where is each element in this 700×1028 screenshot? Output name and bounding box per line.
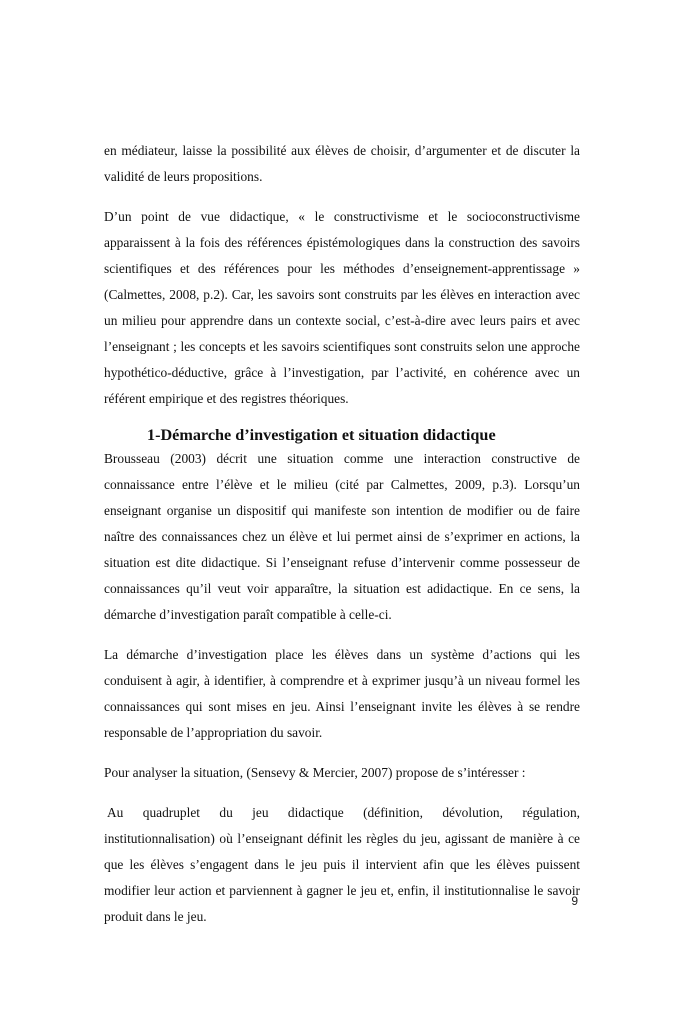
section-heading: 1-Démarche d’investigation et situation didactique	[147, 426, 496, 444]
paragraph-sensevy-mercier: Pour analyser la situation, (Sensevy & Mercier, 2007) propose de s’intéresser :	[104, 765, 526, 780]
paragraph-brousseau: Brousseau (2003) décrit une situation comme une interaction constructive de connaissance entre l’élève et le milieu (cité par Calmettes, 2009, p.3). Lorsqu’un enseignant organise un dispositif qui manifeste son intention de modifier ou de faire naître des connaissances chez un élève et lui permet ainsi de s’exprimer en actions, la situation est dite didactique. Si l’enseignant refuse d’intervenir comme possesseur de connaissances qu’il veut voir apparaître, la situation est adidactique. En ce sens, la démarche d’investigation paraît compatible à celle-ci.	[104, 451, 580, 622]
paragraph-investigation: La démarche d’investigation place les élèves dans un système d’actions qui les conduisent à agir, à identifier, à comprendre et à exprimer jusqu’à un niveau formel les connaissances qui sont mises en jeu. Ainsi l’enseignant invite les élèves à se rendre responsable de l’appropriation du savoir.	[104, 647, 580, 740]
paragraph-didactic-viewpoint: D’un point de vue didactique, « le constructivisme et le socioconstructivisme apparaissent à la fois des références épistémologiques dans la construction des savoirs scientifiques et des références pour les méthodes d’enseignement-apprentissage » (Calmettes, 2008, p.2). Car, les savoirs sont construits par les élèves en interaction avec un milieu pour apprendre dans un contexte social, c’est-à-dire avec leurs pairs et avec l’enseignant ; les concepts et les savoirs scientifiques sont construits selon une approche hypothético-déductive, grâce à l’investigation, par l’activité, en cohérence avec un référent empirique et des registres théoriques.	[104, 209, 580, 406]
paragraph-intro-continuation: en médiateur, laisse la possibilité aux élèves de choisir, d’argumenter et de discuter la validité de leurs propositions.	[104, 143, 580, 184]
document-page	[104, 138, 580, 930]
page-number: 9	[571, 894, 578, 908]
paragraph-quadruplet: Au quadruplet du jeu didactique (définition, dévolution, régulation, institutionnalisation) où l’enseignant définit les règles du jeu, agissant de manière à ce que les élèves s’engagent dans le jeu puis il intervient afin que les élèves puissent modifier leur action et parviennent à gagner le jeu et, enfin, il institutionnalise le savoir produit dans le jeu.	[104, 805, 580, 924]
